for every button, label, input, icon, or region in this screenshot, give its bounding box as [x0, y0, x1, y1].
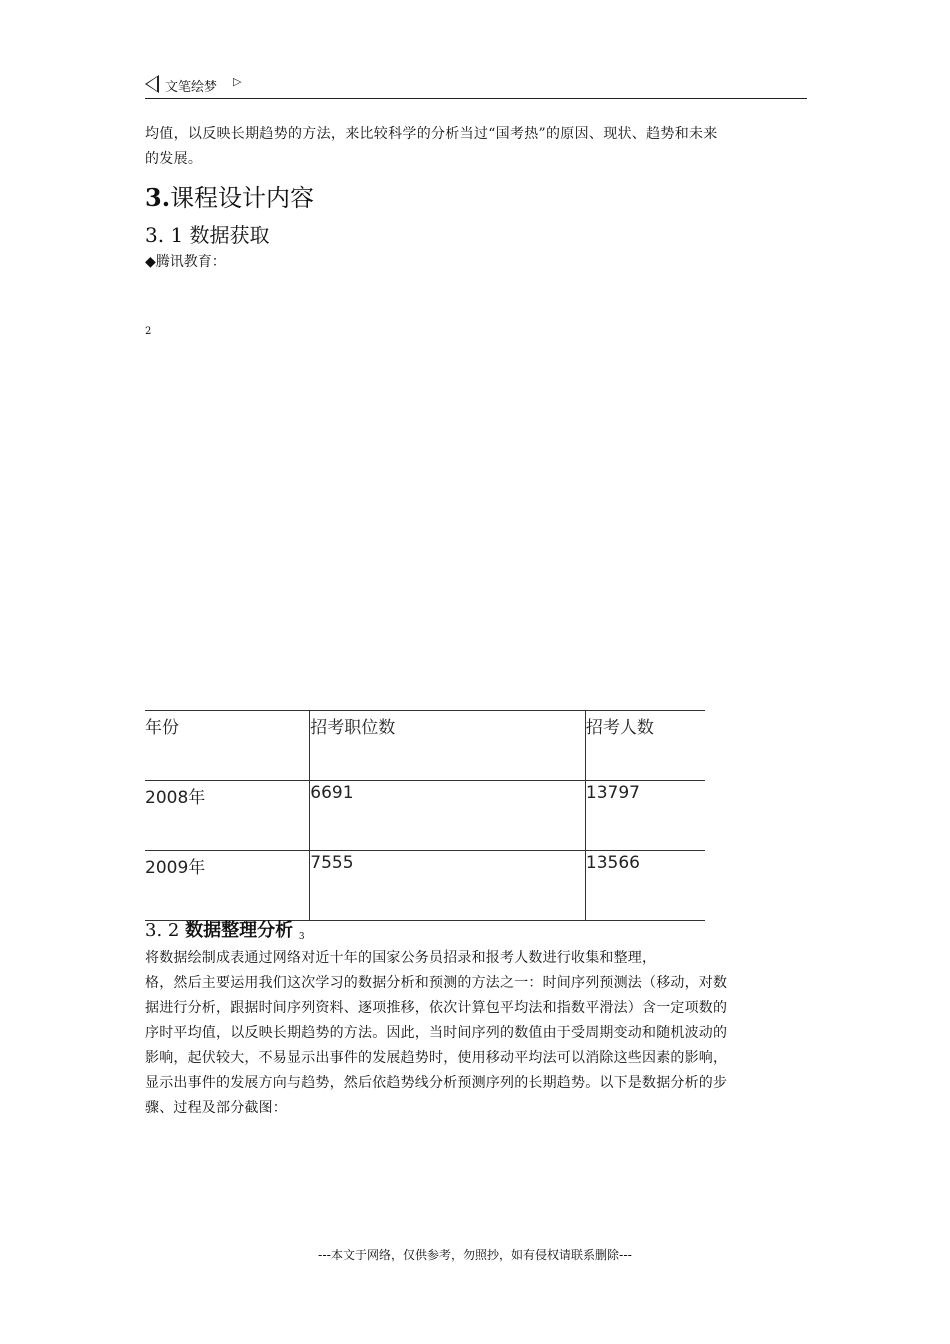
intro-line-1: 均值，以反映长期趋势的方法，来比较科学的分析当过“国考热”的原因、现状、趋势和未来 — [145, 126, 718, 142]
section-3-2-sub: 3 — [298, 932, 305, 942]
header-title: 文笔绘梦 — [165, 80, 218, 95]
body-line: 序时平均值，以反映长期趋势的方法。因此，当时间序列的数值由于受周期变动和随机波动的 — [145, 1025, 728, 1041]
diamond-bullet-icon: ◆ — [145, 254, 156, 270]
table-header-cell: 年份 — [145, 711, 310, 781]
intro-line-2: 的发展。 — [145, 151, 203, 167]
table-cell: 2009年 — [145, 851, 310, 921]
section-3-2-title: 数据整理分析 — [185, 920, 294, 941]
section-3-number: 3. — [145, 183, 171, 212]
triangle-right-icon: ▷ — [233, 75, 242, 88]
section-3-2-prefix: 3. 2 — [145, 920, 186, 941]
table-cell: 2008年 — [145, 781, 310, 851]
section-3-1-heading: 3. 1 数据获取 — [145, 223, 270, 247]
table-cell: 13566 — [585, 851, 705, 921]
table-row — [145, 781, 705, 851]
table-cell: 6691 — [310, 781, 586, 851]
body-line: 格，然后主要运用我们这次学习的数据分析和预测的方法之一：时间序列预测法（移动，对数 — [145, 975, 728, 991]
section-3-title: 课程设计内容 — [170, 184, 315, 212]
bullet-item — [145, 252, 226, 272]
data-table — [145, 710, 705, 878]
table-cell: 13797 — [585, 781, 705, 851]
table-header-cell: 招考人数 — [585, 711, 705, 781]
table-row — [145, 851, 705, 921]
page-header — [145, 72, 807, 99]
triangle-left-icon — [145, 75, 159, 93]
body-line: 据进行分析，跟据时间序列资料、逐项推移，依次计算包平均法和指数平滑法）含一定项数的 — [145, 1000, 728, 1016]
body-line: 显示出事件的发展方向与趋势，然后依趋势线分析预测序列的长期趋势。以下是数据分析的步 — [145, 1075, 728, 1091]
bullet-text: 腾讯教育： — [155, 254, 226, 270]
table-cell: 7555 — [310, 851, 586, 921]
page-footer: ---本文于网络，仅供参考，勿照抄，如有侵权请联系删除--- — [318, 1248, 632, 1262]
body-line: 骤、过程及部分截图： — [145, 1100, 287, 1116]
table-header-row — [145, 711, 705, 781]
body-paragraph — [145, 946, 807, 1121]
body-line: 将数据绘制成表通过网络对近十年的国家公务员招录和报考人数进行收集和整理， — [145, 950, 657, 966]
body-line: 影响，起伏较大，不易显示出事件的发展趋势时，使用移动平均法可以消除这些因素的影响， — [145, 1050, 728, 1066]
table-header-cell: 招考职位数 — [310, 711, 586, 781]
page-number: 2 — [145, 326, 152, 337]
section-3-heading — [145, 182, 314, 214]
